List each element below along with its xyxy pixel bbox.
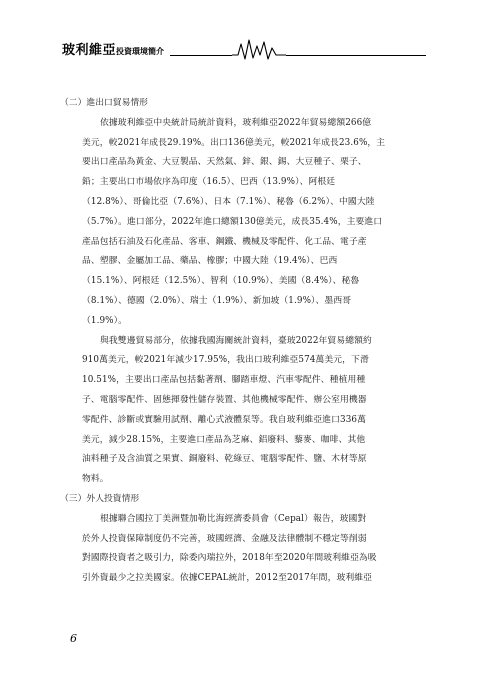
text-line: （1.9%）。 — [82, 315, 128, 326]
text-line: 與我雙邊貿易部分，依據我國海關統計資料，臺玻2022年貿易總額約 — [100, 335, 372, 346]
text-line: 引外資最少之拉美國家。依據CEPAL統計，2012至2017年間，玻利維亞 — [82, 573, 373, 584]
text-line: 物料。 — [82, 474, 109, 485]
header-title — [62, 39, 164, 58]
page-number: 6 — [70, 632, 77, 645]
section-heading-trade: （二）進出口貿易情形 — [60, 98, 148, 108]
text-line: 910萬美元，較2021年減少17.95%，我出口玻利維亞574萬美元，下滑 — [82, 355, 369, 366]
header-title-sub: 投資環境簡介 — [116, 47, 165, 56]
text-line: 美元，減少28.15%，主要進口產品為芝麻、鋁廢料、藜麥、咖啡、其他 — [82, 434, 366, 445]
investment-paragraph-1 — [82, 510, 412, 589]
text-line: 鉛；主要出口市場依序為印度（16.5）、巴西（13.9%）、阿根廷 — [82, 177, 336, 188]
text-line: 要出口產品為黃金、大豆製品、天然氣、鋅、銀、錫、大豆種子、栗子、 — [82, 157, 367, 168]
document-body — [60, 94, 412, 589]
text-line: 產品包括石油及石化產品、客車、鋼鐵、機械及零配件、化工品、電子產 — [82, 236, 367, 247]
text-line: 依據玻利維亞中央統計局統計資料，玻利維亞2022年貿易總額266億 — [100, 117, 372, 128]
heartbeat-wave-icon — [232, 38, 286, 60]
text-line: 10.51%，主要出口產品包括黏著劑、腳踏車燈、汽車零配件、種植用種 — [82, 375, 366, 386]
page-header — [0, 0, 480, 60]
header-title-main: 玻利維亞 — [62, 43, 117, 58]
text-line: 對國際投資者之吸引力，除委內瑞拉外，2018年至2020年間玻利維亞為吸 — [82, 553, 377, 564]
section-heading-investment: （三）外人投資情形 — [60, 493, 140, 504]
text-line: 美元，較2021年成長29.19%。出口136億美元，較2021年成長23.6%，主 — [82, 137, 386, 148]
text-line: （5.7%）。進口部分，2022年進口總額130億美元，成長35.4%，主要進口 — [82, 216, 383, 227]
text-line: 油料種子及含油質之果實、銅廢料、乾綠豆、電腦零配件、鹽、木材等原 — [82, 454, 367, 465]
text-line: 根據聯合國拉丁美洲暨加勒比海經濟委員會（Cepal）報告，玻國對 — [100, 513, 367, 524]
text-line: 零配件、診斷或實驗用試劑、離心式液體泵等。我自玻利維亞進口336萬 — [82, 414, 366, 425]
text-line: （15.1%）、阿根廷（12.5%）、智利（10.9%）、美國（8.4%）、秘魯 — [82, 276, 360, 287]
trade-paragraph-1 — [82, 114, 412, 332]
text-line: 品、塑膠、金屬加工品、藥品、橡膠；中國大陸（19.4%）、巴西 — [82, 256, 338, 267]
header-rule — [170, 55, 426, 56]
trade-paragraph-2 — [82, 332, 412, 490]
text-line: （12.8%）、哥倫比亞（7.6%）、日本（7.1%）、秘魯（6.2%）、中國大陸 — [82, 196, 375, 207]
text-line: 子、電腦零配件、固態揮發性儲存裝置、其他機械零配件、辦公室用機器 — [82, 394, 367, 405]
text-line: 於外人投資保障制度仍不完善，玻國經濟、金融及法律體制不穩定等削弱 — [82, 533, 367, 544]
text-line: （8.1%）、德國（2.0%）、瑞士（1.9%）、新加坡（1.9%）、墨西哥 — [82, 295, 352, 306]
